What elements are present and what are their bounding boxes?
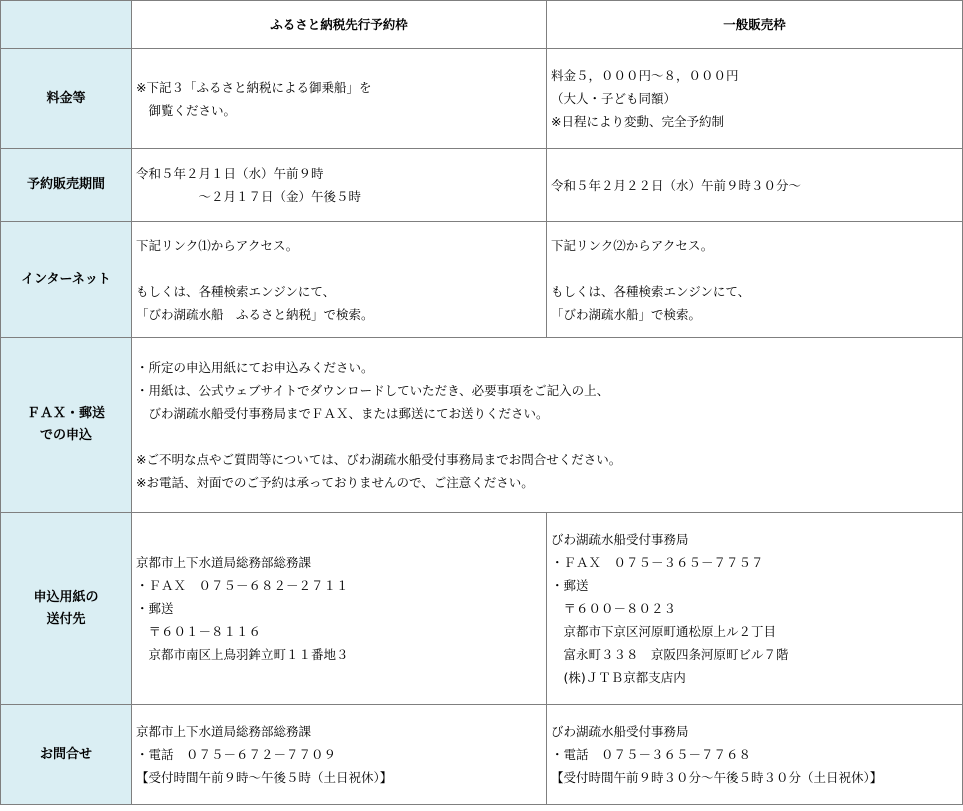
period-row bbox=[1, 149, 963, 222]
fee-label: 料金等 bbox=[1, 49, 132, 149]
internet-label: インターネット bbox=[1, 222, 132, 338]
fax-label-line2: での申込 bbox=[39, 428, 92, 443]
period-furusato: 令和５年２月１日（水）午前９時 ～２月１７日（金）午後５時 bbox=[132, 149, 547, 222]
internet-furusato: 下記リンク⑴からアクセス。 もしくは、各種検索エンジンにて、 「びわ湖疏水船 ふるさと納税」で検索。 bbox=[132, 222, 547, 338]
fee-general: 料金５，０００円～８，０００円 （大人・子ども同額） ※日程により変動、完全予約制 bbox=[547, 49, 963, 149]
fee-row bbox=[1, 49, 963, 149]
fee-furusato: ※下記３「ふるさと納税による御乗船」を 御覧ください。 bbox=[132, 49, 547, 149]
internet-row bbox=[1, 222, 963, 338]
corner-cell bbox=[1, 1, 132, 49]
address-general: びわ湖疏水船受付事務局 ・ＦＡＸ ０７５－３６５－７７５７ ・郵送 〒６００－８０２３ 京都市下京区河原町通松原上ル２丁目 富永町３３８ 京阪四条河原町ビル７階 (株)ＪＴＢ京都支店内 bbox=[547, 513, 963, 705]
header-furusato: ふるさと納税先行予約枠 bbox=[132, 1, 547, 49]
fax-content: ・所定の申込用紙にてお申込みください。 ・用紙は、公式ウェブサイトでダウンロードしていただき、必要事項をご記入の上、 びわ湖疏水船受付事務局までＦＡＸ、または郵送にてお送りください。 ※ご不明な点やご質問等については、びわ湖疏水船受付事務局までお問合せください。 ※お電話、対面でのご予約は承っておりませんので、ご注意ください。 bbox=[132, 338, 963, 513]
header-row bbox=[1, 1, 963, 49]
internet-general: 下記リンク⑵からアクセス。 もしくは、各種検索エンジンにて、 「びわ湖疏水船」で検索。 bbox=[547, 222, 963, 338]
inquiry-furusato: 京都市上下水道局総務部総務課 ・電話 ０７５－６７２－７７０９ 【受付時間午前９時～午後５時（土日祝休）】 bbox=[132, 705, 547, 805]
inquiry-row bbox=[1, 705, 963, 805]
inquiry-general: びわ湖疏水船受付事務局 ・電話 ０７５－３６５－７７６８ 【受付時間午前９時３０分～午後５時３０分（土日祝休）】 bbox=[547, 705, 963, 805]
address-label-line2: 送付先 bbox=[46, 611, 86, 627]
period-general: 令和５年２月２２日（水）午前９時３０分～ bbox=[547, 149, 963, 222]
address-label-line1: 申込用紙の bbox=[33, 589, 99, 605]
inquiry-label: お問合せ bbox=[1, 705, 132, 805]
address-row bbox=[1, 513, 963, 705]
address-label bbox=[1, 513, 132, 705]
period-label: 予約販売期間 bbox=[1, 149, 132, 222]
address-furusato: 京都市上下水道局総務部総務課 ・ＦＡＸ ０７５－６８２－２７１１ ・郵送 〒６０１－８１１６ 京都市南区上鳥羽鉾立町１１番地３ bbox=[132, 513, 547, 705]
header-general: 一般販売枠 bbox=[547, 1, 963, 49]
fax-label bbox=[1, 338, 132, 513]
fax-row bbox=[1, 338, 963, 513]
fax-label-line1: ＦＡＸ・郵送 bbox=[26, 406, 105, 421]
